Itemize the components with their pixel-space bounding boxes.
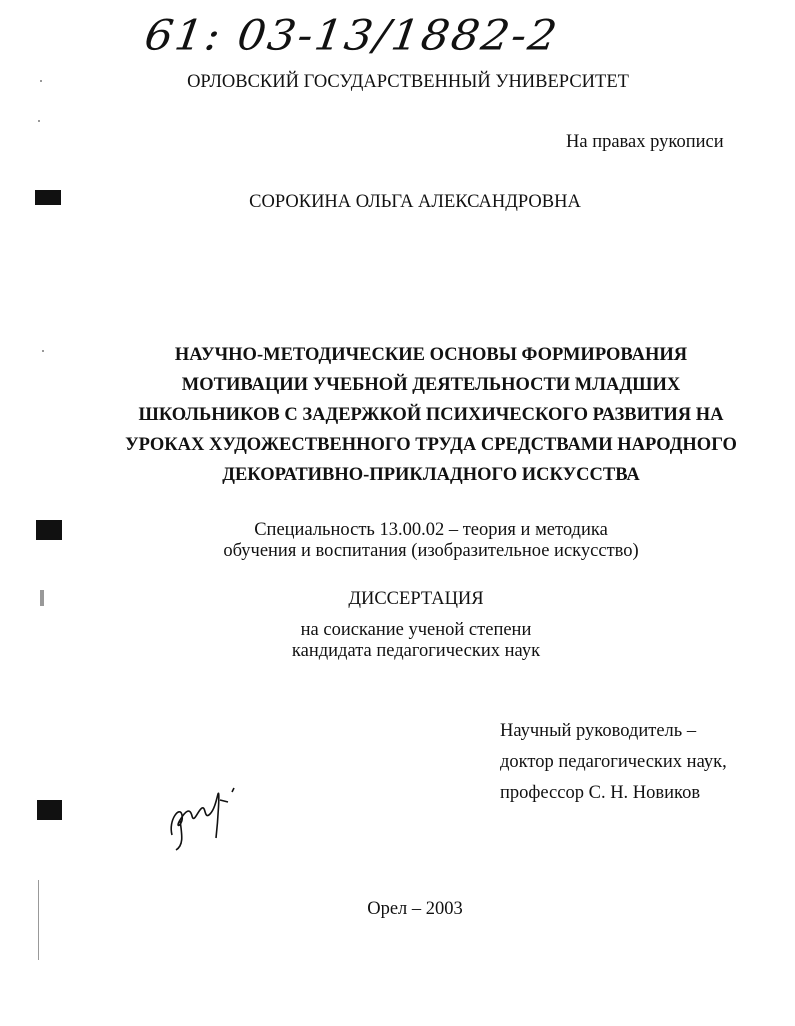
degree — [0, 620, 795, 662]
scan-mark — [37, 800, 62, 820]
scan-speck — [40, 590, 44, 606]
scan-speck — [38, 880, 39, 960]
university-name: ОРЛОВСКИЙ ГОСУДАРСТВЕННЫЙ УНИВЕРСИТЕТ — [187, 72, 629, 92]
supervisor — [500, 716, 727, 809]
document-type: ДИССЕРТАЦИЯ — [348, 589, 484, 609]
place-year: Орел – 2003 — [367, 899, 463, 919]
scan-mark — [36, 520, 62, 540]
supervisor-line: Научный руководитель – — [500, 721, 697, 741]
supervisor-line: доктор педагогических наук, — [500, 752, 727, 772]
dissertation-title — [0, 340, 795, 490]
title-line: МОТИВАЦИИ УЧЕБНОЙ ДЕЯТЕЛЬНОСТИ МЛАДШИХ — [181, 375, 681, 395]
degree-line: кандидата педагогических наук — [291, 641, 541, 661]
scan-mark — [35, 190, 61, 205]
handwritten-archive-number: 61: 03-13/1882-2 — [141, 11, 562, 60]
signature — [160, 780, 240, 855]
author-name: СОРОКИНА ОЛЬГА АЛЕКСАНДРОВНА — [249, 192, 581, 212]
scan-speck — [38, 120, 40, 122]
scan-speck — [40, 80, 42, 82]
specialty-line: Специальность 13.00.02 – теория и методика — [254, 520, 608, 540]
rights-note: На правах рукописи — [566, 132, 724, 152]
title-line: НАУЧНО-МЕТОДИЧЕСКИЕ ОСНОВЫ ФОРМИРОВАНИЯ — [174, 345, 688, 365]
specialty-line: обучения и воспитания (изобразительное искусство) — [223, 541, 639, 561]
title-line: ДЕКОРАТИВНО-ПРИКЛАДНОГО ИСКУССТВА — [222, 465, 640, 485]
title-line: УРОКАХ ХУДОЖЕСТВЕННОГО ТРУДА СРЕДСТВАМИ НАРОДНОГО — [125, 435, 737, 455]
scan-speck — [42, 350, 44, 352]
title-line: ШКОЛЬНИКОВ С ЗАДЕРЖКОЙ ПСИХИЧЕСКОГО РАЗВИТИЯ НА — [138, 405, 724, 425]
specialty — [0, 520, 795, 562]
degree-line: на соискание ученой степени — [300, 620, 532, 640]
supervisor-line: профессор С. Н. Новиков — [500, 783, 701, 803]
